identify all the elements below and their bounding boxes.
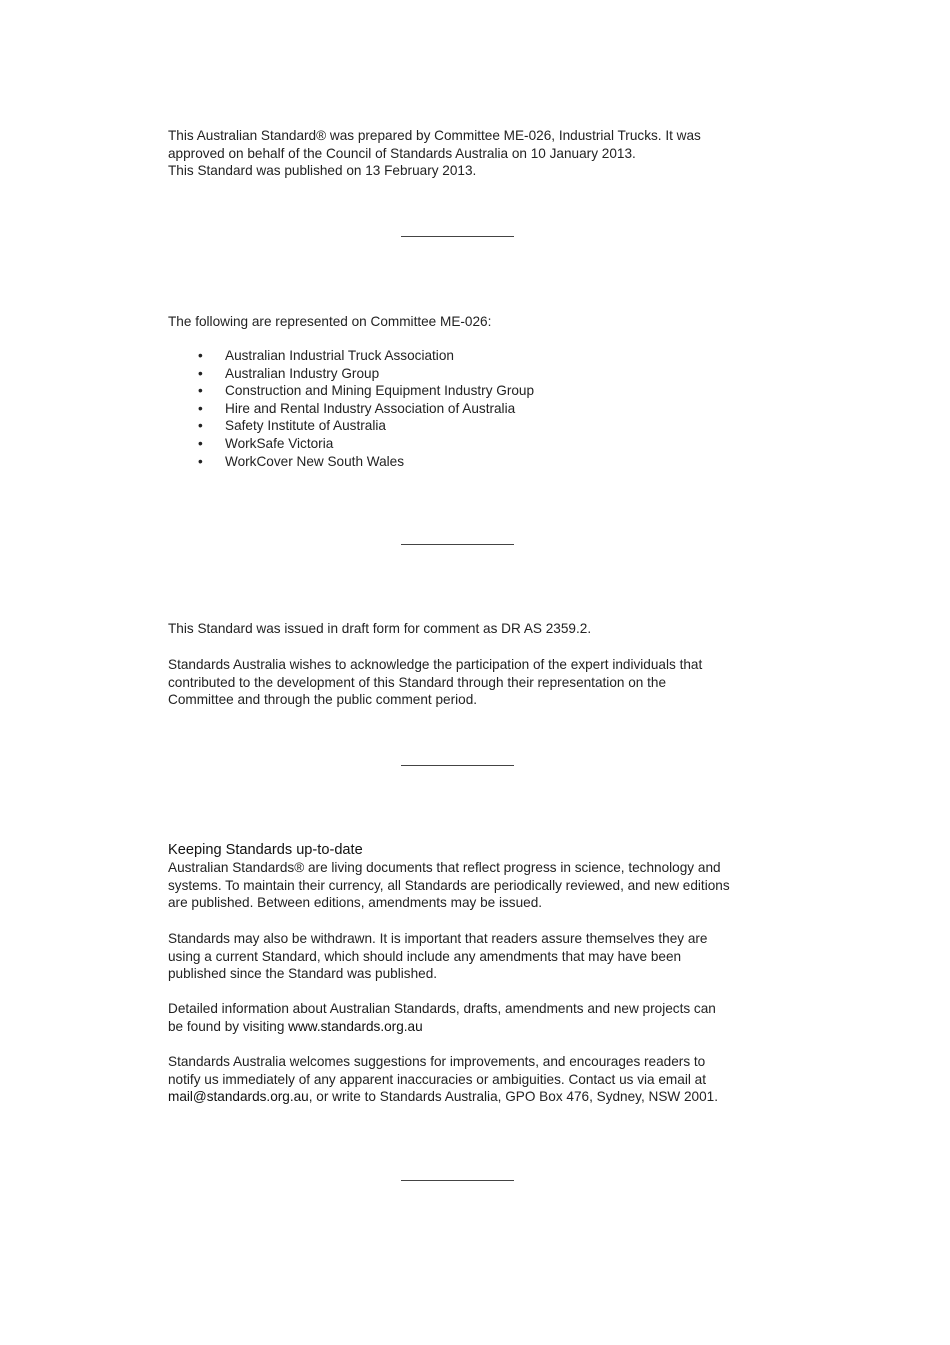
bullet-icon: • <box>198 365 203 381</box>
member-name: Australian Industrial Truck Association <box>225 348 454 363</box>
member-name: Safety Institute of Australia <box>225 418 386 434</box>
bullet-icon: • <box>198 418 203 434</box>
member-name: Australian Industry Group <box>225 365 380 381</box>
list-item <box>168 400 768 418</box>
acknowledgement-paragraph <box>168 656 768 709</box>
keeping-p1-line-2: systems. To maintain their currency, all Standards are periodically reviewed, and new editions <box>168 877 730 893</box>
list-item <box>168 453 768 471</box>
preparation-statement <box>168 127 768 180</box>
list-item <box>168 347 768 365</box>
list-item <box>168 435 768 453</box>
prep-line-1: This Australian Standard® was prepared by Committee ME-026, Industrial Trucks. It was <box>168 128 701 143</box>
keeping-p2-line-2: using a current Standard, which should include any amendments that may have been <box>168 948 682 964</box>
member-name: Hire and Rental Industry Association of Australia <box>225 400 516 416</box>
bullet-icon: • <box>198 383 203 399</box>
keeping-p2-line-3: published since the Standard was published. <box>168 966 438 982</box>
section-divider <box>401 236 514 237</box>
detailed-info-paragraph <box>168 1000 768 1035</box>
keeping-p4-line-2: notify us immediately of any apparent inaccuracies or ambiguities. Contact us via email at <box>168 1071 706 1087</box>
prep-line-2: approved on behalf of the Council of Standards Australia on 10 January 2013. <box>168 145 636 161</box>
draft-issued-text: This Standard was issued in draft form for comment as DR AS 2359.2. <box>168 621 592 636</box>
address-suffix: , or write to Standards Australia, GPO Box 476, Sydney, NSW 2001. <box>308 1089 719 1105</box>
section-divider <box>401 544 514 545</box>
member-name: WorkCover New South Wales <box>225 453 405 469</box>
suggestions-paragraph <box>168 1053 768 1106</box>
committee-intro: The following are represented on Committee ME-026: <box>168 314 492 329</box>
list-item <box>168 365 768 383</box>
list-item <box>168 382 768 400</box>
keeping-p3-line-2 <box>168 1018 768 1036</box>
keeping-p4-line-3 <box>168 1088 768 1106</box>
keeping-p4-line-1: Standards Australia welcomes suggestions for improvements, and encourages readers to <box>168 1054 706 1069</box>
ack-line-3: Committee and through the public comment period. <box>168 692 478 708</box>
member-name: Construction and Mining Equipment Industry Group <box>225 383 535 399</box>
keeping-p1-line-1: Australian Standards® are living documents that reflect progress in science, technology and <box>168 860 721 875</box>
keeping-p2-line-1: Standards may also be withdrawn. It is important that readers assure themselves they are <box>168 931 708 946</box>
section-heading: Keeping Standards up-to-date <box>168 842 363 858</box>
keeping-p1-line-3: are published. Between editions, amendments may be issued. <box>168 895 543 911</box>
bullet-icon: • <box>198 453 203 469</box>
committee-section <box>168 313 768 331</box>
bullet-icon: • <box>198 400 203 416</box>
website-link[interactable]: www.standards.org.au <box>288 1018 423 1034</box>
keeping-p3-line-1: Detailed information about Australian Standards, drafts, amendments and new projects can <box>168 1001 716 1016</box>
prep-line-3: This Standard was published on 13 February 2013. <box>168 163 477 179</box>
draft-section <box>168 620 768 638</box>
committee-member-list-wrapper <box>168 347 768 470</box>
member-name: WorkSafe Victoria <box>225 435 334 451</box>
ack-line-2: contributed to the development of this Standard through their representation on the <box>168 674 667 690</box>
visit-prefix: be found by visiting <box>168 1018 289 1034</box>
email-link[interactable]: mail@standards.org.au <box>168 1089 309 1105</box>
withdrawn-paragraph <box>168 930 768 983</box>
committee-member-list <box>168 347 768 470</box>
list-item <box>168 417 768 435</box>
keeping-standards-section <box>168 841 768 912</box>
section-divider <box>401 1180 514 1181</box>
section-divider <box>401 765 514 766</box>
ack-line-1: Standards Australia wishes to acknowledge the participation of the expert individuals that <box>168 657 703 672</box>
bullet-icon: • <box>198 435 203 451</box>
bullet-icon: • <box>198 348 203 363</box>
